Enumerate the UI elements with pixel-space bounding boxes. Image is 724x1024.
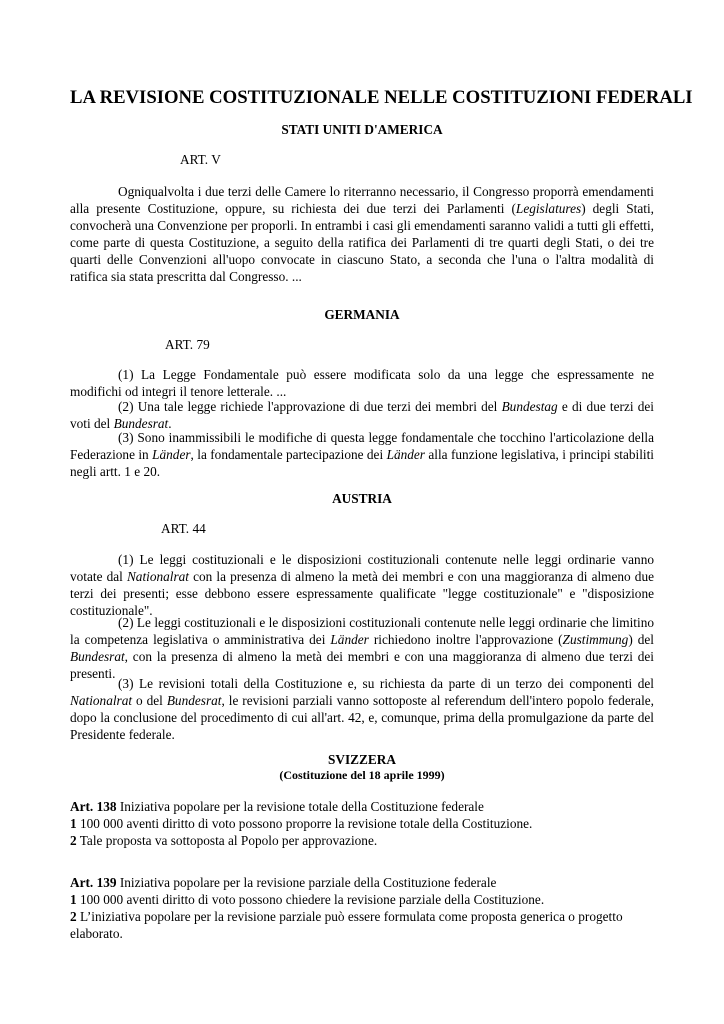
paragraph-austria-3: (3) Le revisioni totali della Costituzione e, su richiesta da parte di un terzo dei componenti del Nationalrat o del Bundesrat, le revisioni parziali vanno sottoposte al referendum dell'intero popolo federale, dopo la conclusione del procedimento di cui all'art. 42, e, comunque, prima della promulgazione da parte del Presidente federale. [70,676,654,742]
art138-item-1: 1 100 000 aventi diritto di voto possono proporre la revisione totale della Costituzione. [70,816,533,831]
section-heading-austria: AUSTRIA [332,491,392,506]
paragraph-germany-3: (3) Sono inammissibili le modifiche di questa legge fondamentale che tocchino l'articolazione della Federazione in Länder, la fondamentale partecipazione dei Länder alla funzione legislativa, i principi stabiliti negli artt. 1 e 20. [70,430,654,479]
art139-item-1: 1 100 000 aventi diritto di voto possono chiedere la revisione parziale della Costituzione. [70,892,545,907]
section-heading-germany: GERMANIA [324,307,400,322]
paragraph-usa-art5: Ogniqualvolta i due terzi delle Camere lo riterranno necessario, il Congresso proporrà emendamenti alla presente Costituzione, oppure, su richiesta dei due terzi dei Parlamenti (Legislatures) degli Stati, convocherà una Convenzione per proporli. In entrambi i casi gli emendamenti saranno validi a tutti gli effetti, come parte di questa Costituzione, a seguito della ratifica dei Parlamenti di tre quarti degli Stati, o dei tre quarti delle Convenzioni all'uopo convocate in ciascuno Stato, a seconda che l'una o l'altra modalità di ratifica sia stata prescritta dal Congresso. ... [70,184,654,284]
paragraph-austria-1: (1) Le leggi costituzionali e le disposizioni costituzionali contenute nelle leggi ordinarie vanno votate dal Nationalrat con la presenza di almeno la metà dei membri e con una maggioranza di almeno due terzi dei presenti; esse debbono essere espressamente qualificate "legge costituzionale" e "disposizione costituzionale". [70,552,655,618]
art139-title: Art. 139 Iniziativa popolare per la revisione parziale della Costituzione federale [70,875,497,890]
section-heading-usa: STATI UNITI D'AMERICA [281,122,443,137]
article-label-austria: ART. 44 [161,521,206,536]
document-title: LA REVISIONE COSTITUZIONALE NELLE COSTITUZIONI FEDERALI [70,87,693,108]
art139-item-2: 2 L’iniziativa popolare per la revisione parziale può essere formulata come proposta generica o progetto elaborato. [70,909,623,941]
article-label-germany: ART. 79 [165,337,210,352]
article-label-usa: ART. V [180,152,221,167]
art138-title: Art. 138 Iniziativa popolare per la revisione totale della Costituzione federale [70,799,484,814]
section-subheading-switzerland: (Costituzione del 18 aprile 1999) [279,768,445,782]
paragraph-austria-2: (2) Le leggi costituzionali e le disposizioni costituzionali contenute nelle leggi ordinarie che limitino la competenza legislativa o amministrativa dei Länder richiedono inoltre l'approvazione (Zustimmung) del Bundesrat, con la presenza di almeno la metà dei membri e con una maggioranza di almeno due terzi dei presenti. [70,615,654,681]
paragraph-germany-2: (2) Una tale legge richiede l'approvazione di due terzi dei membri del Bundestag e di due terzi dei voti del Bundesrat. [70,399,654,431]
section-heading-switzerland: SVIZZERA [328,752,396,767]
art138-item-2: 2 Tale proposta va sottoposta al Popolo per approvazione. [70,833,378,848]
paragraph-germany-1: (1) La Legge Fondamentale può essere modificata solo da una legge che espressamente ne modifichi od integri il tenore letterale. ... [70,367,654,399]
